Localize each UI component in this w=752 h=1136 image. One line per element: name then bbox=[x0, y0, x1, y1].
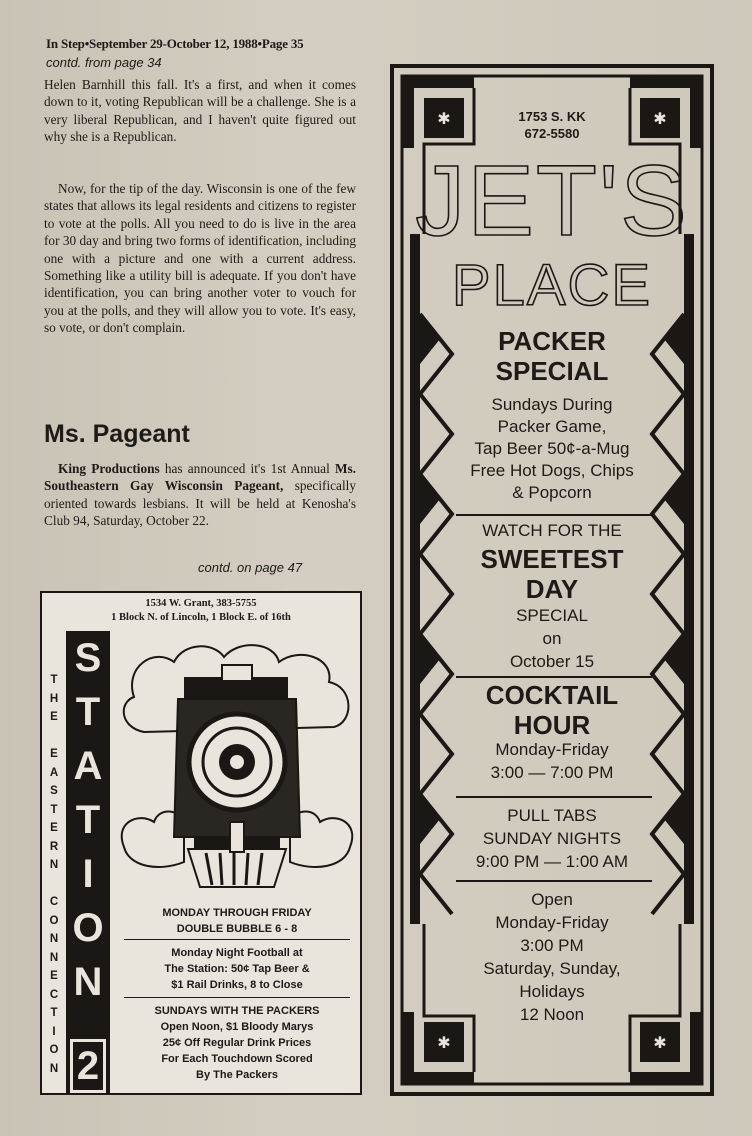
special-line: SPECIAL bbox=[516, 606, 588, 625]
jets-divider bbox=[456, 514, 652, 516]
jets-divider bbox=[456, 676, 652, 678]
vertical-letter: O bbox=[49, 1044, 59, 1056]
pull-tabs-line: 9:00 PM — 1:00 AM bbox=[475, 852, 629, 871]
open-line: Monday-Friday bbox=[495, 913, 609, 932]
article-paragraph-1 bbox=[44, 76, 356, 146]
vertical-letter: N bbox=[49, 859, 59, 871]
vertical-letter: T bbox=[50, 1007, 58, 1019]
jets-phone: 672-5580 bbox=[524, 126, 580, 141]
station-text-line: SUNDAYS WITH THE PACKERS bbox=[154, 1005, 320, 1017]
station-number: 2 bbox=[70, 1039, 106, 1093]
vertical-letter: T bbox=[50, 803, 58, 816]
packer-special-details bbox=[390, 394, 714, 504]
open-line: 12 Noon bbox=[519, 1005, 585, 1024]
vertical-letter: H bbox=[49, 692, 59, 705]
open-line: Saturday, Sunday, bbox=[483, 959, 621, 978]
pull-tabs-line: SUNDAY NIGHTS bbox=[482, 829, 622, 848]
vertical-letter: N bbox=[49, 951, 59, 964]
station-text-line: For Each Touchdown Scored bbox=[161, 1053, 313, 1065]
station-divider bbox=[124, 939, 350, 940]
cocktail-hour-details bbox=[390, 738, 714, 784]
station-text-line: DOUBLE BUBBLE 6 - 8 bbox=[176, 923, 298, 935]
station-letter: I bbox=[82, 852, 94, 896]
station-advertisement bbox=[40, 591, 362, 1095]
jets-divider bbox=[456, 796, 652, 798]
open-line: Holidays bbox=[519, 982, 585, 1001]
open-line: 3:00 PM bbox=[520, 936, 584, 955]
jets-place-advertisement bbox=[390, 64, 714, 1096]
paragraph-1-text: Helen Barnhill this fall. It's a first, and when it comes down to it, voting Republican will be a challenge. She is a very liberal Republican, and I haven't quite figured out why she is a Republican. bbox=[44, 77, 356, 145]
day-word: DAY bbox=[525, 574, 579, 604]
station-text-line: 25¢ Off Regular Drink Prices bbox=[162, 1037, 312, 1049]
vertical-letter: N bbox=[49, 933, 59, 945]
org-name: King Productions bbox=[58, 461, 160, 476]
station-text-line: Open Noon, $1 Bloody Marys bbox=[160, 1021, 314, 1033]
station-text-line: Monday Night Football at bbox=[171, 947, 303, 959]
station-divider bbox=[124, 997, 350, 998]
vertical-letter: C bbox=[49, 988, 59, 1001]
sweetest-day-details bbox=[390, 604, 714, 673]
eastern-connection-vertical-text bbox=[48, 671, 60, 1078]
vertical-letter: R bbox=[49, 840, 59, 853]
packer-line: Tap Beer 50¢-a-Mug bbox=[474, 439, 630, 458]
station-address-line-1: 1534 W. Grant, 383-5755 bbox=[145, 598, 257, 609]
section-heading: Ms. Pageant bbox=[44, 420, 190, 448]
open-line: Open bbox=[531, 890, 573, 909]
continued-on-note: contd. on page 47 bbox=[198, 560, 303, 575]
vertical-letter: E bbox=[50, 822, 58, 834]
svg-text:✱: ✱ bbox=[437, 109, 451, 128]
station-letter: T bbox=[75, 798, 101, 842]
on-line: on bbox=[542, 629, 562, 648]
jets-name-logo: JET'S bbox=[415, 145, 689, 257]
sweetest-day-heading bbox=[390, 544, 714, 604]
pull-tabs-line: PULL TABS bbox=[507, 806, 597, 825]
sweetest-word: SWEETEST bbox=[480, 544, 624, 574]
station-letter: O bbox=[72, 906, 104, 950]
vertical-letter: T bbox=[50, 674, 58, 686]
vertical-letter: E bbox=[50, 748, 58, 760]
vertical-letter: I bbox=[52, 1025, 56, 1038]
pageant-name: Ms. Southeastern Gay Wisconsin Pageant, bbox=[44, 461, 356, 494]
jets-address: 1753 S. KK bbox=[518, 109, 586, 124]
station-letter: T bbox=[75, 690, 101, 734]
article-paragraph-2 bbox=[44, 180, 356, 337]
station-weekday-lines bbox=[114, 905, 360, 937]
svg-text:✱: ✱ bbox=[437, 1033, 451, 1052]
station-address-line-2: 1 Block N. of Lincoln, 1 Block E. of 16th bbox=[111, 612, 291, 623]
continued-from-note: contd. from page 34 bbox=[46, 55, 162, 70]
hours-days: Monday-Friday bbox=[495, 740, 609, 759]
opening-hours-block bbox=[390, 888, 714, 1026]
vertical-letter: S bbox=[50, 785, 58, 797]
station-sunday-lines bbox=[114, 1003, 360, 1083]
station-text-line: The Station: 50¢ Tap Beer & bbox=[164, 963, 310, 975]
vertical-letter-space bbox=[48, 727, 60, 746]
paragraph-3-part-2: specifically oriented towards lesbians. It will be held at Kenosha's Club 94, Saturday, October 22. bbox=[44, 478, 356, 529]
station-text-line: $1 Rail Drinks, 8 to Close bbox=[171, 979, 303, 991]
svg-text:✱: ✱ bbox=[653, 109, 667, 128]
station-text-line: By The Packers bbox=[196, 1069, 278, 1081]
station-name-bar bbox=[66, 631, 110, 1093]
station-letter: S bbox=[74, 636, 102, 680]
jets-address-block bbox=[390, 108, 714, 142]
paragraph-2-text: Now, for the tip of the day. Wisconsin is one of the few states that allows its legal residents and citizens to register to vote at the polls. All you need to do is live in the area for 30 day and bring two forms of identification, including one with a picture and one with a current address. Something like a utility bill is adequate. If you don't have identification, you can bring another voter to vouch for you at the polls, and they will allow you to vote. It's easy, so vote, or don't complain. bbox=[44, 181, 356, 336]
packer-word: PACKER bbox=[498, 326, 606, 356]
station-football-lines bbox=[114, 945, 360, 993]
packer-line: Packer Game, bbox=[497, 417, 607, 436]
pull-tabs-block bbox=[390, 804, 714, 873]
station-address bbox=[42, 597, 360, 625]
vertical-letter: C bbox=[49, 896, 59, 908]
svg-text:✱: ✱ bbox=[653, 1033, 667, 1052]
hours-time: 3:00 — 7:00 PM bbox=[490, 763, 614, 782]
cocktail-word: COCKTAIL bbox=[485, 680, 619, 710]
station-text-line: MONDAY THROUGH FRIDAY bbox=[162, 907, 312, 919]
vertical-letter: O bbox=[49, 914, 59, 927]
running-head: In Step•September 29-October 12, 1988•Page 35 bbox=[46, 36, 304, 51]
packer-line: Free Hot Dogs, Chips bbox=[470, 461, 634, 480]
cocktail-hour-heading bbox=[390, 680, 714, 740]
vertical-letter: E bbox=[50, 970, 58, 982]
jets-divider bbox=[456, 880, 652, 882]
hour-word: HOUR bbox=[513, 710, 591, 740]
vertical-letter: N bbox=[49, 1062, 59, 1075]
vertical-letter-space bbox=[48, 875, 60, 894]
packer-line: & Popcorn bbox=[512, 483, 592, 502]
station-letter: N bbox=[73, 960, 103, 1004]
article-paragraph-3 bbox=[44, 460, 356, 530]
paragraph-3-part-1: has announced it's 1st Annual bbox=[159, 461, 335, 476]
watch-for-line: WATCH FOR THE bbox=[482, 521, 622, 540]
locomotive-illustration bbox=[114, 637, 360, 897]
station-letter: A bbox=[73, 744, 103, 788]
packer-special-heading bbox=[390, 326, 714, 386]
vertical-letter: A bbox=[49, 766, 59, 779]
vertical-letter: E bbox=[50, 711, 58, 723]
special-word: SPECIAL bbox=[495, 356, 609, 386]
date-line: October 15 bbox=[509, 652, 595, 671]
packer-line: Sundays During bbox=[491, 395, 613, 414]
place-logo: PLACE bbox=[451, 253, 653, 318]
